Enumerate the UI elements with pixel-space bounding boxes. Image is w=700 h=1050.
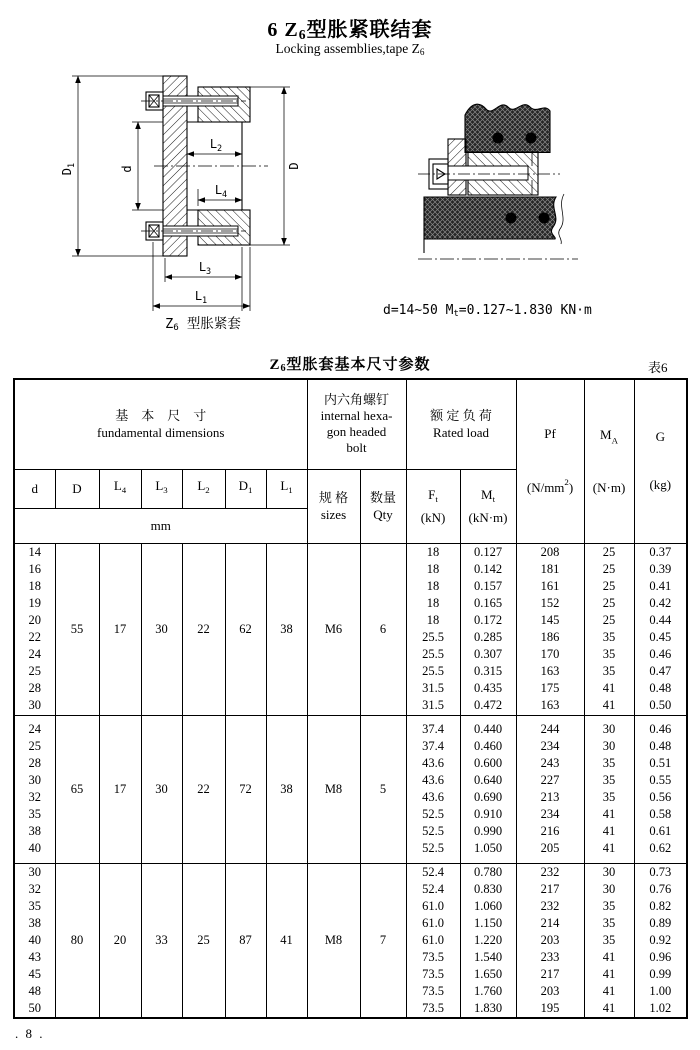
svg-text:L1: $L_1$ bbox=[194, 289, 208, 306]
header-col-qty: 数量 Qty bbox=[360, 469, 406, 543]
cell-d: 24 25 28 30 32 35 38 40 bbox=[14, 715, 55, 863]
header-col-L4: $L_4$ bbox=[99, 469, 141, 508]
cell-G: 0.37 0.39 0.41 0.42 0.44 0.45 0.46 0.47 0.48 0.50 bbox=[634, 543, 687, 715]
header-col-ft: $F_t$ (kN) bbox=[406, 469, 460, 543]
cell-D: 65 bbox=[55, 715, 99, 863]
cell-Ft: 52.4 52.4 61.0 61.0 61.0 73.5 73.5 73.5 73.5 bbox=[406, 863, 460, 1018]
table-title: $Z_6$型胀套基本尺寸参数 bbox=[269, 357, 431, 374]
cell-Pf: 208 181 161 152 145 186 170 163 175 163 bbox=[516, 543, 584, 715]
cell-D1: 72 bbox=[225, 715, 266, 863]
svg-text:D: D bbox=[287, 162, 301, 170]
page-number: . 8 . bbox=[15, 1026, 45, 1041]
header-unit-mm: mm bbox=[14, 508, 307, 543]
cell-MA: 25 25 25 25 25 35 35 35 41 41 bbox=[584, 543, 634, 715]
installation-drawing bbox=[410, 82, 640, 282]
cell-MA: 30 30 35 35 35 41 41 41 41 bbox=[584, 863, 634, 1018]
cell-L4: 20 bbox=[99, 863, 141, 1018]
cell-size: M6 bbox=[307, 543, 360, 715]
header-group-row bbox=[14, 379, 687, 469]
cell-D1: 62 bbox=[225, 543, 266, 715]
table-body bbox=[14, 543, 687, 1018]
cell-L3: 30 bbox=[141, 715, 182, 863]
svg-text:L4: $L_4$ bbox=[214, 183, 228, 200]
cell-L3: 30 bbox=[141, 543, 182, 715]
hub-section bbox=[465, 104, 550, 152]
header-col-L3: $L_3$ bbox=[141, 469, 182, 508]
page-subtitle: Locking assemblies,tape $Z_6$ bbox=[275, 41, 425, 57]
cell-size: M8 bbox=[307, 715, 360, 863]
svg-text:d: d bbox=[120, 165, 134, 173]
figure-right-range-text: d=14~50 $M_t=0.127\sim 1.830$ KN·m bbox=[383, 303, 592, 319]
header-col-L1: $L_1$ bbox=[266, 469, 307, 508]
cell-d: 14 16 18 19 20 22 24 25 28 30 bbox=[14, 543, 55, 715]
cell-L3: 33 bbox=[141, 863, 182, 1018]
cell-G: 0.73 0.76 0.82 0.89 0.92 0.96 0.99 1.00 1.02 bbox=[634, 863, 687, 1018]
dim-L2 bbox=[187, 126, 242, 160]
header-col-D1: $D_1$ bbox=[225, 469, 266, 508]
header-ma: $M_A$ (N·m) bbox=[584, 379, 634, 543]
dim-L4 bbox=[198, 183, 242, 206]
svg-text:D1: $D_1$ bbox=[60, 162, 77, 176]
cell-qty: 5 bbox=[360, 715, 406, 863]
header-rated-load: 额 定 负 荷 Rated load bbox=[406, 379, 516, 469]
header-col-D: D bbox=[55, 469, 99, 508]
header-g: G (kg) bbox=[634, 379, 687, 543]
cell-Mt: 0.127 0.142 0.157 0.165 0.172 0.285 0.307 0.315 0.435 0.472 bbox=[460, 543, 516, 715]
cell-Mt: 0.440 0.460 0.600 0.640 0.690 0.910 0.990 1.050 bbox=[460, 715, 516, 863]
cell-L1: 38 bbox=[266, 543, 307, 715]
cell-L4: 17 bbox=[99, 715, 141, 863]
header-col-d: d bbox=[14, 469, 55, 508]
cell-size: M8 bbox=[307, 863, 360, 1018]
cell-L2: 22 bbox=[182, 715, 225, 863]
cell-D: 80 bbox=[55, 863, 99, 1018]
header-hex-bolt: 内六角螺钉 internal hexa- gon headed bolt bbox=[307, 379, 406, 469]
cell-L2: 25 bbox=[182, 863, 225, 1018]
cell-d: 30 32 35 38 40 43 45 48 50 bbox=[14, 863, 55, 1018]
header-pf: Pf $(N/mm^2)$ bbox=[516, 379, 584, 543]
table-number-tag: 表6 bbox=[648, 360, 668, 375]
cell-Pf: 232 217 232 214 203 233 217 203 195 bbox=[516, 863, 584, 1018]
cell-L4: 17 bbox=[99, 543, 141, 715]
cell-Ft: 37.4 37.4 43.6 43.6 43.6 52.5 52.5 52.5 bbox=[406, 715, 460, 863]
cell-Pf: 244 234 243 227 213 234 216 205 bbox=[516, 715, 584, 863]
header-col-sizes: 规 格 sizes bbox=[307, 469, 360, 543]
cell-qty: 6 bbox=[360, 543, 406, 715]
cell-D: 55 bbox=[55, 543, 99, 715]
svg-text:L3: $L_3$ bbox=[198, 260, 212, 277]
cell-MA: 30 30 35 35 35 41 41 41 bbox=[584, 715, 634, 863]
shaft-section bbox=[418, 194, 578, 259]
data-block-2 bbox=[14, 715, 687, 863]
dim-D bbox=[250, 87, 301, 245]
cell-L2: 22 bbox=[182, 543, 225, 715]
cell-qty: 7 bbox=[360, 863, 406, 1018]
cell-L1: 41 bbox=[266, 863, 307, 1018]
data-block-1 bbox=[14, 543, 687, 715]
dimension-parameters-table bbox=[13, 378, 688, 1019]
cell-L1: 38 bbox=[266, 715, 307, 863]
data-block-3 bbox=[14, 863, 687, 1018]
header-fundamental-dimensions: 基 本 尺 寸 fundamental dimensions bbox=[14, 379, 307, 469]
cell-Mt: 0.780 0.830 1.060 1.150 1.220 1.540 1.650 1.760 1.830 bbox=[460, 863, 516, 1018]
cell-D1: 87 bbox=[225, 863, 266, 1018]
page-title: 6 $Z_6$型胀紧联结套 bbox=[267, 19, 433, 42]
svg-text:L2: $L_2$ bbox=[209, 137, 223, 154]
cell-G: 0.46 0.48 0.51 0.55 0.56 0.58 0.61 0.62 bbox=[634, 715, 687, 863]
cell-Ft: 18 18 18 18 18 25.5 25.5 25.5 31.5 31.5 bbox=[406, 543, 460, 715]
figure-left-caption: $Z_6$ 型胀紧套 bbox=[165, 316, 241, 333]
header-col-L2: $L_2$ bbox=[182, 469, 225, 508]
header-col-mt: $M_t$ (kN·m) bbox=[460, 469, 516, 543]
section-drawing-z6-sleeve bbox=[58, 70, 320, 316]
